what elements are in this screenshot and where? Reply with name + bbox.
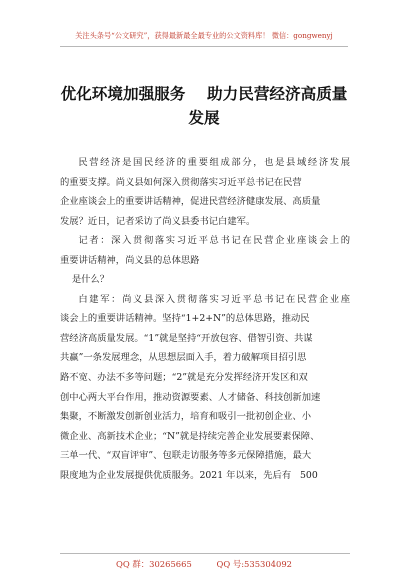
body-line: 白建军：尚义县深入贯彻落实习近平总书记在民营企业座 [60,293,350,305]
footer-qq-number: QQ 号:535304092 [216,559,292,569]
body-line: 是什么？ [60,274,110,286]
body-line: 营经济高质量发展。“1”就是坚持“开放包容、借智引资、共谋 [60,332,313,344]
title-line-2: 发展 [188,108,220,127]
body-line: 的重要支撑。尚义县如何深入贯彻落实习近平总书记在民营 [60,176,302,188]
document-title [48,82,360,130]
body-line: 限度地为企业发展提供优质服务。2021 年以来，先后有 500 [60,469,318,481]
header-promo-text: 关注头条号“公文研究”，获得最新最全最专业的公文资料库！ 微信：gongwenyj [75,31,333,40]
header-divider [60,46,348,47]
body-line: 发展？近日，记者采访了尚义县委书记白建军。 [60,215,256,227]
body-line: 记者：深入贯彻落实习近平总书记在民营企业座谈会上的 [60,235,350,247]
body-line: 共赢”一条发展理念，从思想层面入手，着力破解项目招引思 [60,352,307,364]
body-line: 谈会上的重要讲话精神。坚持“1+2+N”的总体思路，推动民 [60,313,310,325]
article-body [60,153,350,485]
footer-qq-group: QQ 群：30265665 [116,559,192,569]
body-line: 重要讲话精神，尚义县的总体思路 [60,254,200,266]
body-line: 路不宽、办法不多等问题；“2”就是充分发挥经济开发区和双 [60,372,308,384]
body-line: 民营经济是国民经济的重要组成部分，也是县域经济发展 [60,157,350,168]
body-line: 企业座谈会上的重要讲话精神，促进民营经济健康发展、高质量 [60,196,321,208]
body-line: 创中心两大平台作用，推动资源要素、人才储备、科技创新加速 [60,391,321,403]
body-line: 集聚，不断激发创新创业活力，培育和吸引一批初创企业、小 [60,411,312,423]
footer-divider [60,553,350,554]
body-line: 微企业、高新技术企业；“N”就是持续完善企业发展要素保障、 [60,430,320,442]
title-line-1: 优化环境加强服务 助力民营经济高质量 [60,84,348,103]
footer-contacts [0,558,408,570]
body-line: 三单一代、“双盲评审”、包联走访服务等多元保障措施，最大 [60,450,312,462]
